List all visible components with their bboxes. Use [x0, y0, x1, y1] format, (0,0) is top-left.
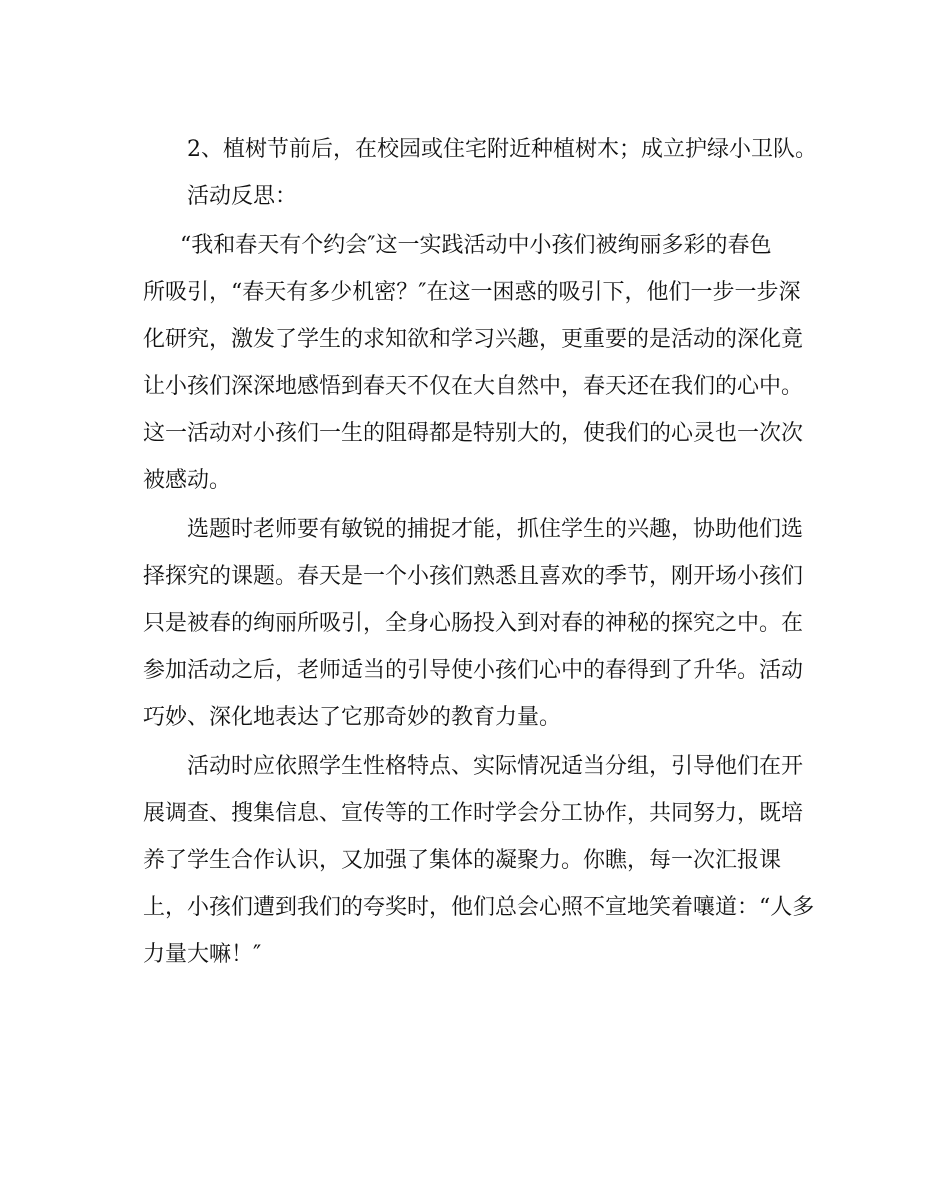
- paragraph-line: 巧妙、深化地表达了它那奇妙的教育力量。: [143, 705, 562, 730]
- section-heading: 活动反思：: [187, 184, 298, 209]
- paragraph-line: 这一活动对小孩们一生的阻碍都是特别大的，使我们的心灵也一次次: [143, 421, 804, 446]
- paragraph-line: 力量大嘛！″: [143, 942, 262, 967]
- paragraph-line: 上，小孩们遭到我们的夸奖时，他们总会心照不宣地笑着嚷道：“人多: [143, 895, 815, 920]
- paragraph-line: 让小孩们深深地感悟到春天不仅在大自然中，春天还在我们的心中。: [143, 374, 804, 399]
- paragraph-line: 所吸引，“春天有多少机密？″在这一困惑的吸引下，他们一步一步深: [143, 280, 801, 305]
- paragraph-line: 参加活动之后，老师适当的引导使小孩们心中的春得到了升华。活动: [143, 658, 804, 683]
- paragraph-line: 选题时老师要有敏锐的捕捉才能，抓住学生的兴趣，协助他们选: [187, 517, 804, 542]
- paragraph-line: 择探究的课题。春天是一个小孩们熟悉且喜欢的季节，刚开场小孩们: [143, 564, 804, 589]
- paragraph-line: 只是被春的绚丽所吸引，全身心肠投入到对春的神秘的探究之中。在: [143, 611, 804, 636]
- paragraph-line: 活动时应依照学生性格特点、实际情况适当分组，引导他们在开: [187, 754, 804, 779]
- paragraph-line: 被感动。: [143, 468, 232, 493]
- paragraph-line: 化研究，激发了学生的求知欲和学习兴趣，更重要的是活动的深化竟: [143, 327, 804, 352]
- paragraph-line: 展调查、搜集信息、宣传等的工作时学会分工协作，共同努力，既培: [143, 801, 804, 826]
- paragraph-line: 养了学生合作认识，又加强了集体的凝聚力。你瞧，每一次汇报课: [143, 848, 782, 873]
- paragraph-line: 2、植树节前后，在校园或住宅附近种植树木；成立护绿小卫队。: [187, 137, 817, 162]
- paragraph-line: “我和春天有个约会″这一实践活动中小孩们被绚丽多彩的春色: [180, 233, 772, 258]
